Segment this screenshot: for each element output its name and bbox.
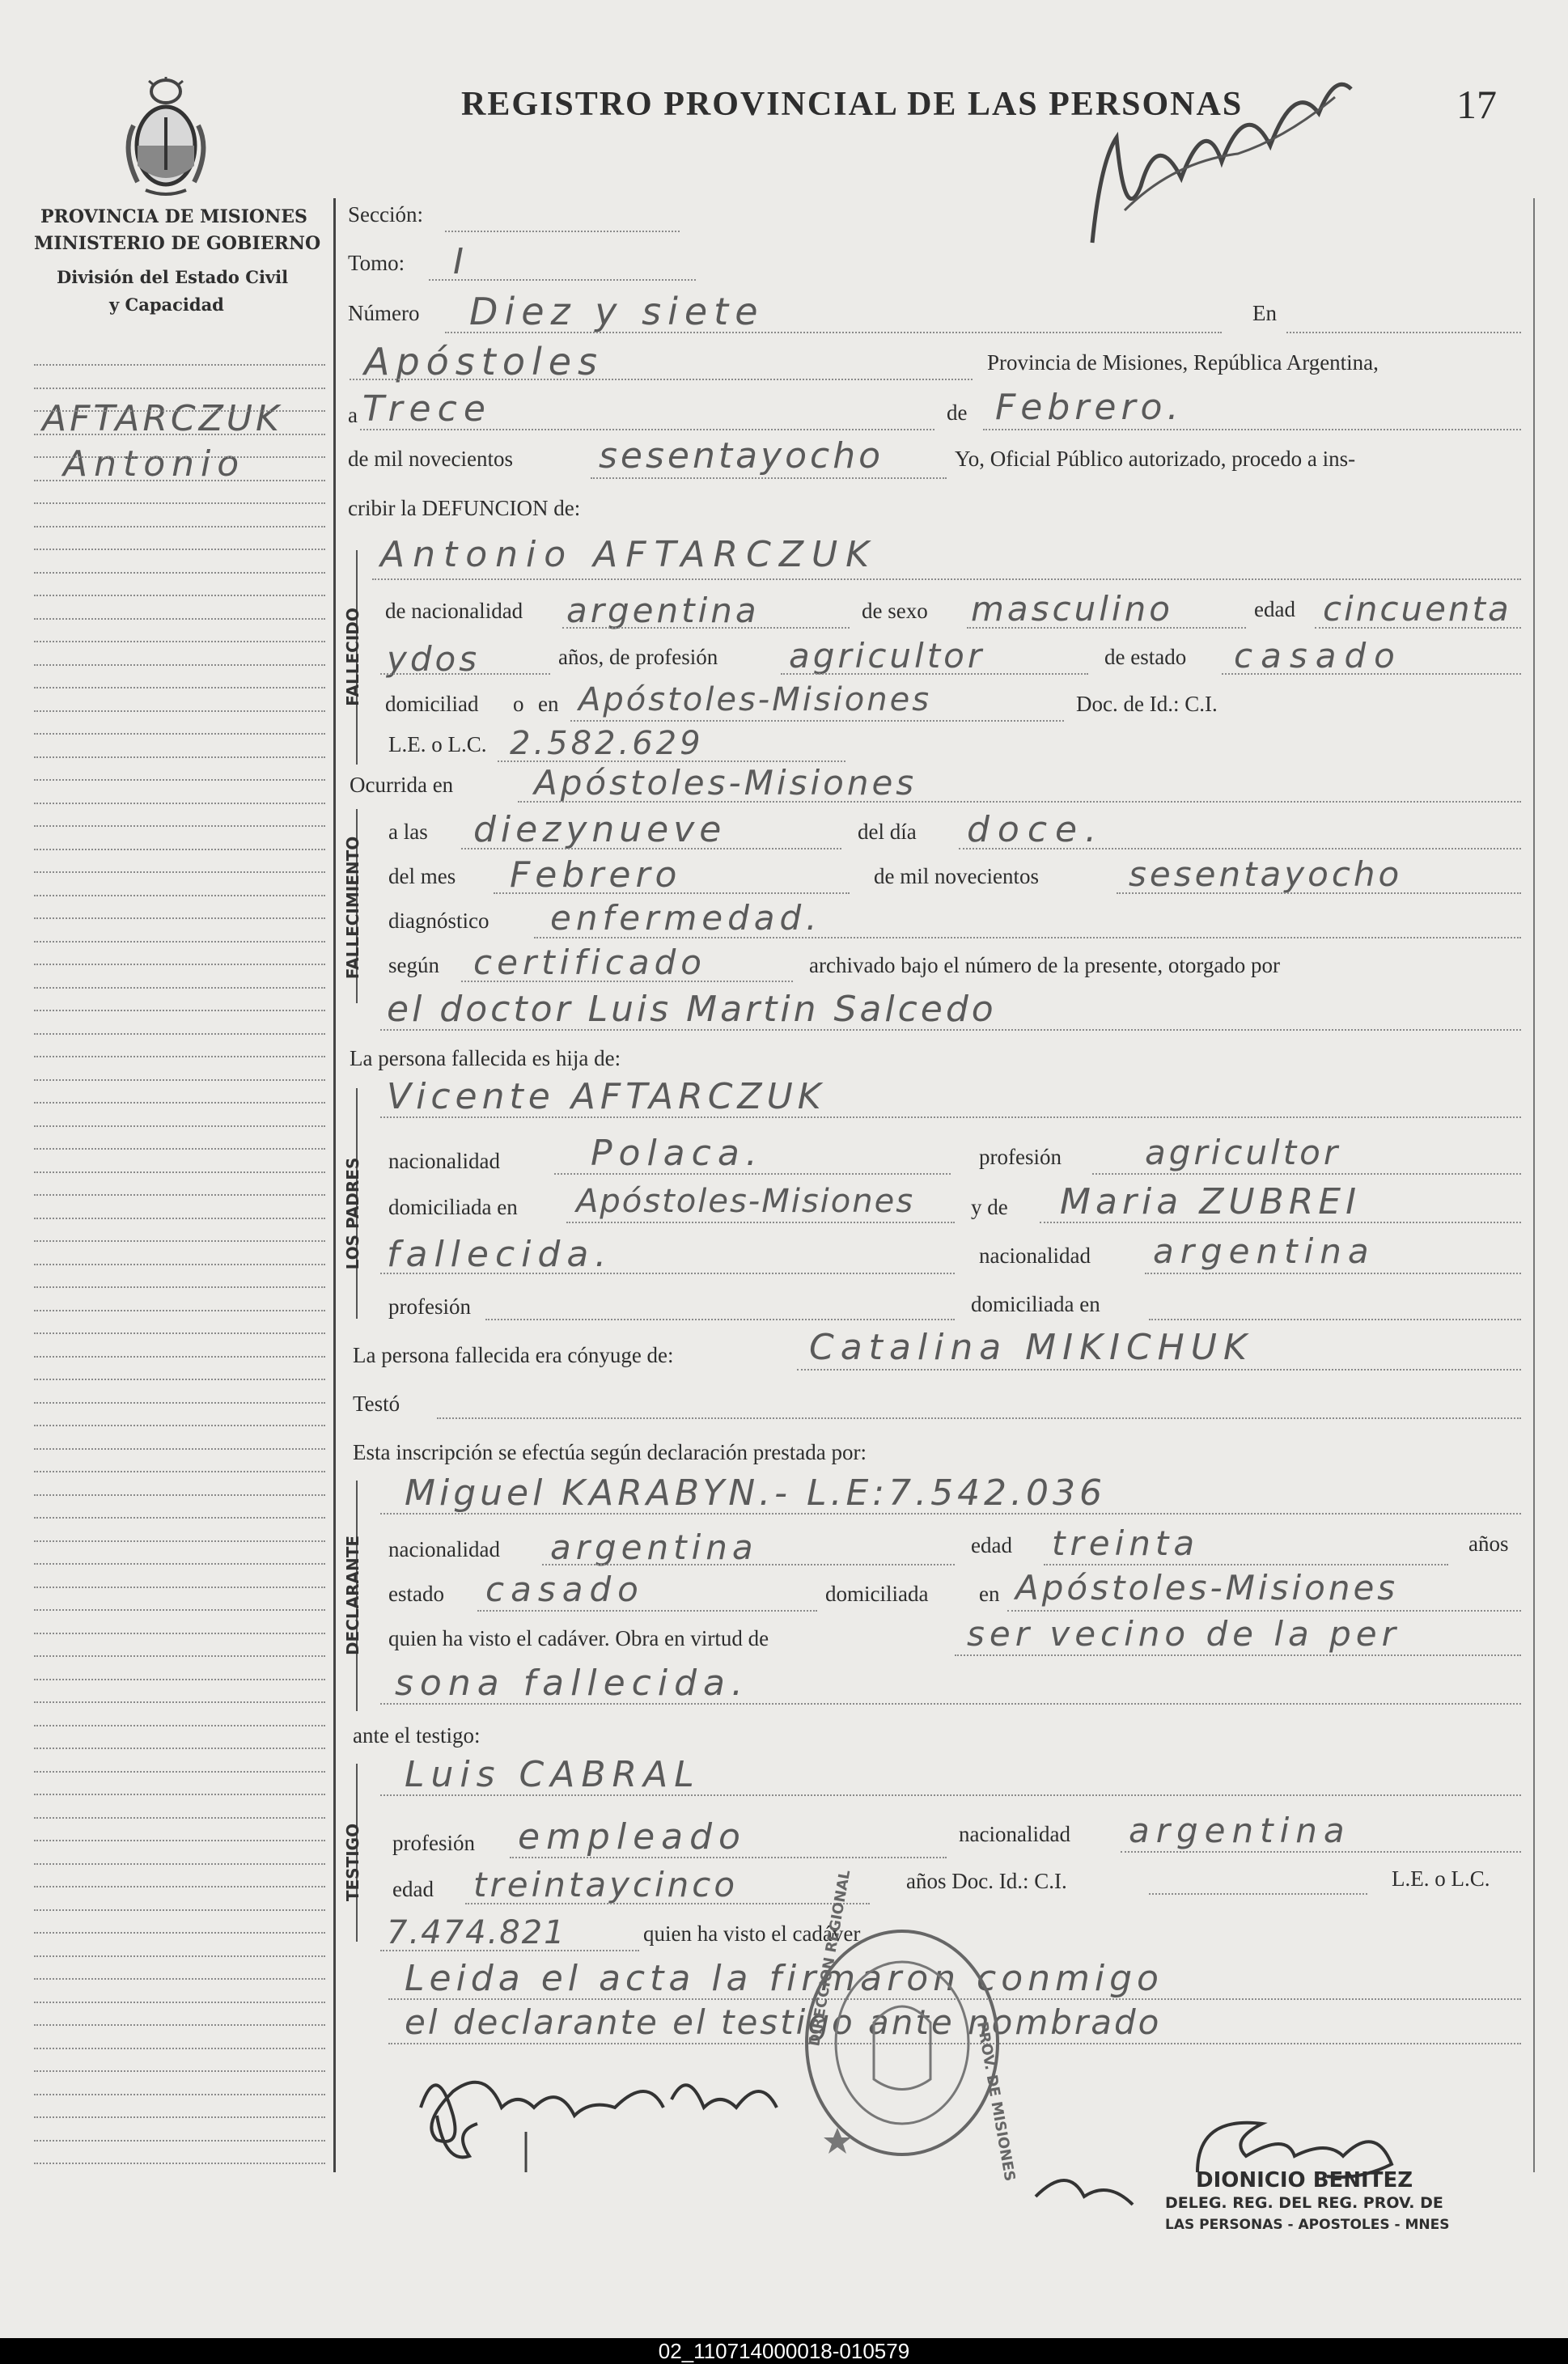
declarante-name: Miguel KARABYN.- L.E:7.542.036 — [405, 1472, 1107, 1514]
margin-ruled-line — [34, 1264, 325, 1265]
de-mil-label: de mil novecientos — [348, 447, 513, 471]
hora-value: diezynueve — [473, 809, 727, 850]
leida-line2: el declarante el testigo ante nombrado — [405, 2002, 1162, 2042]
margin-divider — [333, 198, 336, 2172]
archivado-text: archivado bajo el número de la presente, otorgado por — [809, 953, 1281, 977]
right-border — [1533, 198, 1535, 2172]
testo-line — [437, 1417, 1521, 1419]
margin-ruled-line — [34, 1563, 325, 1565]
margin-ruled-line — [34, 1448, 325, 1450]
margin-ruled-line — [34, 1010, 325, 1011]
padres-domiciliada-label: domiciliada en — [388, 1195, 518, 1219]
test-doc-line — [380, 1950, 639, 1951]
margin-ruled-line — [34, 941, 325, 943]
margin-ruled-line — [34, 1425, 325, 1426]
title-signature-scribble — [1076, 65, 1367, 251]
padres-nacionalidad-label: nacionalidad — [388, 1149, 500, 1173]
fall-estado-value: casado — [1234, 636, 1403, 676]
fallecimiento-mes-line — [494, 892, 850, 894]
margin-ruled-line — [34, 1633, 325, 1634]
fall-sexo-value: masculino — [971, 589, 1173, 629]
padres-nacionalidad2-line — [1145, 1273, 1521, 1274]
org-ministry: MINISTERIO DE GOBIERNO — [34, 233, 321, 254]
margin-ruled-line — [34, 434, 325, 435]
test-ci-line — [1149, 1893, 1367, 1895]
margin-ruled-line — [34, 2163, 325, 2164]
diagnostico-label: diagnóstico — [388, 909, 489, 933]
conyuge-label: La persona fallecida era cónyuge de: — [353, 1343, 674, 1367]
fallecimiento-dia-line — [959, 848, 1521, 849]
margin-ruled-line — [34, 1794, 325, 1795]
fall-sexo-label: de sexo — [862, 599, 928, 623]
margin-given-name: Antonio — [63, 443, 246, 485]
margin-ruled-line — [34, 733, 325, 735]
fallecido-name-line — [372, 578, 1521, 580]
seccion-line — [445, 231, 680, 232]
padres-profesion2-line — [485, 1319, 955, 1320]
margin-ruled-line — [34, 410, 325, 412]
fall-domiciliado-label: domiciliad — [385, 692, 479, 716]
margin-ruled-line — [34, 1033, 325, 1035]
decl-domiciliada-label: domiciliada — [825, 1582, 929, 1606]
seccion-label: Sección: — [348, 202, 423, 227]
decl-edad-value: treinta — [1052, 1523, 1200, 1563]
margin-ruled-line — [34, 480, 325, 481]
doctor-line — [380, 1029, 1521, 1031]
margin-ruled-line — [34, 917, 325, 919]
official-title1: DELEG. REG. DEL REG. PROV. DE — [1165, 2194, 1443, 2212]
fallecimiento-anio-value: sesentayocho — [1129, 854, 1403, 894]
decl-obra-line1 — [955, 1654, 1521, 1656]
mes-line — [983, 429, 1521, 430]
decl-domicilio-value: Apóstoles-Misiones — [1015, 1568, 1399, 1608]
margin-ruled-line — [34, 2002, 325, 2003]
segun-value: certificado — [473, 943, 706, 982]
decl-nacionalidad-value: argentina — [550, 1527, 758, 1567]
margin-ruled-line — [34, 1194, 325, 1196]
page-title: REGISTRO PROVINCIAL DE LAS PERSONAS — [461, 86, 1244, 123]
page-number: 17 — [1456, 82, 1497, 127]
padres-domicilio-line — [566, 1222, 955, 1223]
fall-le-value: 2.582.629 — [510, 725, 704, 762]
margin-ruled-line — [34, 1102, 325, 1104]
padre-line — [380, 1116, 1521, 1118]
margin-ruled-line — [34, 2140, 325, 2142]
fall-nacionalidad-label: de nacionalidad — [385, 599, 523, 623]
inscribir-text: cribir la DEFUNCION de: — [348, 496, 581, 520]
decl-edad-label: edad — [971, 1533, 1012, 1557]
tomo-value: I — [453, 241, 468, 282]
test-nacionalidad-value: argentina — [1129, 1811, 1351, 1850]
margin-ruled-line — [34, 2094, 325, 2095]
testo-label: Testó — [353, 1392, 400, 1416]
margin-ruled-line — [34, 1955, 325, 1957]
margin-ruled-line — [34, 1125, 325, 1127]
margin-ruled-line — [34, 1863, 325, 1865]
fall-doc-label: Doc. de Id.: C.I. — [1076, 692, 1218, 716]
margin-ruled-line — [34, 1978, 325, 1980]
decl-nacionalidad-line — [542, 1564, 955, 1565]
fall-anios-profesion-label: años, de profesión — [558, 645, 718, 669]
padres-profesion-line — [1092, 1173, 1521, 1175]
margin-ruled-line — [34, 1701, 325, 1703]
margin-ruled-line — [34, 1886, 325, 1887]
margin-ruled-line — [34, 1286, 325, 1288]
margin-ruled-line — [34, 1817, 325, 1819]
test-profesion-value: empleado — [518, 1816, 747, 1858]
fall-profesion-value: agricultor — [789, 636, 985, 676]
witness-signatures — [405, 2043, 858, 2172]
fall-edad2-line — [380, 673, 550, 675]
test-edad-label: edad — [392, 1877, 434, 1901]
padres-nacionalidad2-label: nacionalidad — [979, 1243, 1091, 1268]
fall-domicilio-value: Apóstoles-Misiones — [578, 681, 932, 718]
margin-ruled-line — [34, 849, 325, 850]
fall-edad-value2: ydos — [387, 639, 481, 679]
margin-ruled-line — [34, 1540, 325, 1542]
official-name: DIONICIO BENITEZ — [1196, 2168, 1413, 2192]
margin-ruled-line — [34, 1517, 325, 1519]
numero-label: Número — [348, 301, 420, 325]
margin-ruled-line — [34, 756, 325, 758]
svg-text:DIRECCION REGIONAL: DIRECCION REGIONAL — [806, 1868, 854, 2048]
margin-ruled-line — [34, 2024, 325, 2026]
a-las-label: a las — [388, 820, 428, 844]
a-label: a — [348, 403, 358, 427]
margin-ruled-line — [34, 1725, 325, 1726]
padres-profesion-label: profesión — [979, 1145, 1062, 1169]
fall-estado-line — [1222, 673, 1521, 675]
conyuge-value: Catalina MIKICHUK — [809, 1327, 1253, 1368]
margin-ruled-line — [34, 710, 325, 712]
margin-ruled-line — [34, 664, 325, 666]
fall-nacionalidad-value: argentina — [566, 591, 760, 630]
margin-ruled-line — [34, 1471, 325, 1472]
decl-estado-line — [477, 1610, 817, 1612]
fall-sexo-line — [967, 627, 1246, 629]
provincia-text: Provincia de Misiones, República Argentina, — [987, 350, 1379, 375]
margin-ruled-line — [34, 1494, 325, 1496]
padres-profesion-value: agricultor — [1145, 1133, 1341, 1172]
margin-ruled-line — [34, 1240, 325, 1242]
margin-ruled-line — [34, 825, 325, 827]
margin-ruled-line — [34, 987, 325, 989]
hija-text: La persona fallecida es hija de: — [350, 1046, 621, 1070]
margin-ruled-line — [34, 1771, 325, 1773]
margin-ruled-line — [34, 1840, 325, 1841]
madre-value: Maria ZUBREI — [1060, 1181, 1362, 1222]
dia-line — [360, 429, 934, 430]
test-doc-value: 7.474.821 — [387, 1914, 566, 1951]
fallecimiento-mes-value: Febrero — [510, 854, 682, 896]
doctor-value: el doctor Luis Martin Salcedo — [387, 989, 997, 1030]
decl-anios-label: años — [1468, 1532, 1509, 1556]
tomo-line — [429, 279, 696, 281]
decl-en-label: en — [979, 1582, 1000, 1606]
padres-domicilio-value: Apóstoles-Misiones — [576, 1183, 915, 1220]
fall-estado-label: de estado — [1104, 645, 1187, 669]
leida-line1: Leida el acta la firmaron conmigo — [405, 1958, 1163, 1999]
test-edad-value: treintaycinco — [473, 1865, 739, 1904]
margin-ruled-line — [34, 618, 325, 620]
fallecimiento-de-mil-label: de mil novecientos — [874, 864, 1039, 888]
margin-ruled-line — [34, 1655, 325, 1657]
decl-edad-line — [1044, 1564, 1448, 1565]
margin-ruled-line — [34, 871, 325, 873]
fallecido-name: Antonio AFTARCZUK — [380, 534, 878, 575]
margin-ruled-line — [34, 364, 325, 366]
fall-edad-line — [1315, 627, 1521, 629]
hora-line — [461, 848, 841, 849]
testigo-section-label: TESTIGO — [343, 1823, 362, 1902]
y-de-label: y de — [971, 1195, 1008, 1219]
margin-ruled-line — [34, 2116, 325, 2118]
svg-text:PROV. DE MISIONES: PROV. DE MISIONES — [973, 2020, 1019, 2183]
fall-le-line — [498, 760, 845, 762]
declarante-section-label: DECLARANTE — [343, 1535, 362, 1656]
dia-value: Trece — [362, 388, 492, 430]
fall-profesion-line — [781, 673, 1088, 675]
test-le-label: L.E. o L.C. — [1392, 1866, 1490, 1891]
margin-ruled-line — [34, 1056, 325, 1057]
margin-ruled-line — [34, 526, 325, 527]
decl-nacionalidad-label: nacionalidad — [388, 1537, 500, 1561]
test-anios-doc-label: años Doc. Id.: C.I. — [906, 1869, 1067, 1893]
ante-text: ante el testigo: — [353, 1723, 481, 1748]
ocurrida-line — [518, 801, 1521, 803]
ocurrida-label: Ocurrida en — [350, 773, 454, 797]
estado-madre-value: fallecida. — [387, 1234, 613, 1275]
fall-domiciliado-suffix: o — [513, 692, 524, 716]
image-caption: 02_110714000018-010579 — [0, 2338, 1568, 2364]
numero-value: Diez y siete — [469, 290, 765, 333]
margin-ruled-line — [34, 1679, 325, 1680]
test-nacionalidad-line — [1121, 1851, 1521, 1853]
margin-ruled-line — [34, 1218, 325, 1219]
margin-ruled-line — [34, 641, 325, 642]
org-division: División del Estado Civil — [57, 267, 289, 287]
margin-ruled-line — [34, 1332, 325, 1334]
test-profesion-label: profesión — [392, 1831, 475, 1855]
margin-ruled-line — [34, 1587, 325, 1588]
en-label: En — [1252, 301, 1277, 325]
margin-ruled-line — [34, 2070, 325, 2072]
padres-nacionalidad-value: Polaca. — [591, 1133, 764, 1174]
fall-nacionalidad-line — [562, 627, 850, 629]
fallecido-section-label: FALLECIDO — [343, 608, 362, 706]
margin-ruled-line — [34, 1748, 325, 1749]
estado-madre-line — [380, 1273, 955, 1274]
margin-ruled-line — [34, 502, 325, 504]
margin-ruled-line — [34, 1171, 325, 1173]
madre-line — [1040, 1222, 1521, 1223]
margin-ruled-line — [34, 895, 325, 896]
margin-ruled-line — [34, 1909, 325, 1911]
mes-value: Febrero. — [995, 387, 1184, 428]
margin-surname: AFTARCZUK — [42, 398, 282, 439]
margin-ruled-line — [34, 388, 325, 389]
margin-ruled-line — [34, 456, 325, 458]
diagnostico-value: enfermedad. — [550, 898, 822, 938]
padres-domiciliada2-line — [1149, 1319, 1521, 1320]
fallecimiento-section-label: FALLECIMIENTO — [343, 836, 362, 980]
margin-ruled-line — [34, 1148, 325, 1150]
fall-domicilio-line — [570, 720, 1064, 722]
testigo-name: Luis CABRAL — [405, 1754, 701, 1795]
segun-label: según — [388, 953, 439, 977]
conyuge-line — [797, 1369, 1521, 1371]
decl-domicilio-line — [1007, 1610, 1521, 1612]
margin-ruled-line — [34, 779, 325, 781]
declaracion-text: Esta inscripción se efectúa según declaración prestada por: — [353, 1440, 867, 1464]
official-title2: LAS PERSONAS - APOSTOLES - MNES — [1165, 2217, 1450, 2233]
numero-line — [445, 332, 1222, 333]
margin-ruled-line — [34, 1402, 325, 1404]
padres-nacionalidad-line — [554, 1173, 951, 1175]
en-line — [1286, 332, 1521, 333]
decl-estado-label: estado — [388, 1582, 444, 1606]
margin-ruled-line — [34, 1310, 325, 1311]
org-capacity: y Capacidad — [109, 294, 224, 315]
margin-ruled-line — [34, 1609, 325, 1611]
fallecimiento-anio-line — [1117, 892, 1521, 894]
decl-obra-value2: sona fallecida. — [395, 1663, 749, 1704]
decl-obra-value1: ser vecino de la per — [967, 1614, 1401, 1654]
fall-le-label: L.E. o L.C. — [388, 732, 487, 756]
margin-ruled-line — [34, 1356, 325, 1358]
testigo-name-line — [380, 1794, 1521, 1796]
padres-domiciliada2-label: domiciliada en — [971, 1292, 1100, 1316]
anio-value: sesentayocho — [599, 435, 884, 477]
padre-value: Vicente AFTARCZUK — [387, 1076, 826, 1117]
coat-of-arms-icon — [121, 77, 210, 198]
decl-obra-line2 — [380, 1703, 1521, 1705]
margin-ruled-line — [34, 803, 325, 804]
margin-ruled-line — [34, 1079, 325, 1081]
de-label: de — [947, 400, 968, 425]
del-mes-label: del mes — [388, 864, 456, 888]
fall-edad-label: edad — [1254, 597, 1295, 621]
ocurrida-value: Apóstoles-Misiones — [534, 763, 917, 803]
margin-ruled-line — [34, 964, 325, 965]
margin-ruled-line — [34, 549, 325, 550]
margin-ruled-line — [34, 595, 325, 596]
padres-profesion2-label: profesión — [388, 1294, 471, 1319]
margin-ruled-line — [34, 2048, 325, 2049]
test-profesion-line — [510, 1857, 947, 1858]
fall-en-label: en — [538, 692, 559, 716]
decl-estado-value: casado — [485, 1570, 645, 1609]
margin-ruled-line — [34, 1379, 325, 1380]
diagnostico-line — [534, 937, 1521, 938]
margin-ruled-line — [34, 572, 325, 574]
org-province: PROVINCIA DE MISIONES — [40, 206, 307, 227]
declarante-name-line — [380, 1513, 1521, 1515]
test-nacionalidad-label: nacionalidad — [959, 1822, 1070, 1846]
segun-line — [461, 981, 793, 982]
margin-ruled-line — [34, 1932, 325, 1934]
tomo-label: Tomo: — [348, 251, 405, 275]
padres-section-label: LOS PADRES — [343, 1157, 362, 1270]
decl-quien-text: quien ha visto el cadáver. Obra en virtud de — [388, 1626, 769, 1650]
anio-line — [591, 477, 947, 479]
del-dia-label: del día — [858, 820, 917, 844]
fall-edad-value1: cincuenta — [1323, 589, 1511, 629]
lugar-line — [350, 379, 973, 380]
test-edad-line — [465, 1903, 870, 1904]
padres-nacionalidad2-value: argentina — [1153, 1231, 1375, 1271]
test-quien-text: quien ha visto el cadáver — [643, 1921, 861, 1946]
lugar-value: Apóstoles — [364, 340, 604, 383]
yo-text: Yo, Oficial Público autorizado, procedo a ins- — [955, 447, 1356, 471]
margin-ruled-line — [34, 687, 325, 688]
fallecimiento-dia-value: doce. — [967, 809, 1105, 850]
